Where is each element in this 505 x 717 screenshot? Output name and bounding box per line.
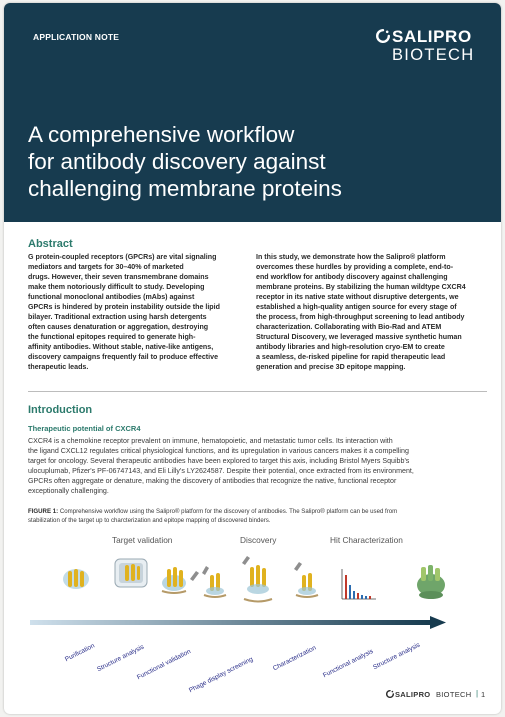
abstract-line: In this study, we demonstrate how the Salipro® platform [256,253,446,261]
footer-logo-icon [386,690,394,698]
abstract-line: a seamless, de-risked pipeline for rapid therapeutic lead [256,353,446,361]
abstract-line: therapeutic leads. [28,363,89,371]
step-label-structure-analysis-final: Structure analysis [372,641,422,672]
step-label-structure-analysis: Structure analysis [96,643,146,674]
abstract-line: Structural Discovery, we leveraged massive synthetic human [256,333,462,341]
discovery-illustration [242,556,272,602]
stage-label-hit-characterization: Hit Characterization [330,535,403,545]
abstract-line: affinity antibodies. Without stable, native-like antigens, [28,343,214,351]
step-label-phage-display-screening: Phage display screening [188,655,255,695]
footer [386,689,486,703]
figure-caption [28,508,490,525]
stage-label-discovery: Discovery [240,535,277,545]
abstract-line: discovery campaigns frequently fail to produce effective [28,353,219,361]
figure-caption-text: stabilization of the target up to charcterization and epitope mapping of discovered binders. [28,516,271,524]
workflow-figure [4,533,501,633]
paragraph-line: target for oncology. Several therapeutic antibodies have been explored to target this axis, including Bristol Myers Squibb's [28,457,410,465]
step-label-functional-validation: Functional validation [136,648,192,682]
title-line: for antibody discovery against [28,149,326,174]
header-banner [4,3,501,222]
stage-label-target-validation: Target validation [112,535,173,545]
abstract-right-column [256,252,478,372]
page-title [28,121,488,202]
purification-illustration [63,569,89,589]
phage-display-illustration [190,566,226,597]
logo-text-biotech: BIOTECH [392,46,475,64]
document-page [4,3,501,714]
footer-brand-salipro: SALIPRO [395,690,431,699]
logo-text-salipro: SALIPRO [392,27,472,46]
footer-brand-biotech: BIOTECH [436,690,472,699]
cryo-em-structure-illustration [417,565,445,599]
step-label-purification: Purification [64,642,96,664]
introduction-paragraph [28,436,490,496]
paragraph-line: ulocuplumab, Pfizer's PF-06747143, and Eli Lilly's LY2624587. Despite their potential, once extracted from its environment, [28,467,414,475]
step-label-functional-analysis: Functional analysis [322,647,375,680]
page-number: 1 [481,690,486,699]
abstract-line: membrane proteins. By stabilizing the human wildtype CXCR4 [256,283,466,291]
document-type-label: APPLICATION NOTE [33,32,120,42]
footer-separator: | [476,689,479,698]
abstract-line: generation and precise 3D epitope mapping. [256,363,406,371]
characterization-illustration [294,562,318,597]
abstract-line: drugs. However, their seven transmembrane domains [28,273,209,281]
abstract-line: G protein-coupled receptors (GPCRs) are vital signaling [28,253,217,261]
abstract-line: mediators and targets for 30–40% of marketed [28,263,184,271]
abstract-line: GPCRs is hindered by protein instability outside the lipid [28,303,220,311]
abstract-line: receptor in its native state without disruptive detergents, we [256,293,459,301]
salipro-logo [376,27,486,69]
abstract-line: often causes denaturation or aggregation, destroying [28,323,209,331]
abstract-line: the process, from high-throughput screening to lead antibody [256,313,465,321]
structure-analysis-illustration [115,559,147,587]
abstract-line: make them notoriously difficult to study. Developing [28,283,205,291]
title-line: challenging membrane proteins [28,176,342,201]
salipro-logo-icon [376,29,390,43]
abstract-line: characterization. Collaborating with Bio-Rad and ATEM [256,323,442,331]
paragraph-line: GPCRs often aggregate or denature, making the discovery of antibodies that recognize the native, functional receptor [28,477,397,485]
title-line: A comprehensive workflow [28,122,295,147]
abstract-line: antibody libraries and high-resolution cryo-EM to create [256,343,445,351]
abstract-left-column [28,252,250,372]
figure-caption-text: Comprehensive workflow using the Salipro® platform for the discovery of antibodies. The Salipro® platform can be used from [58,508,398,515]
workflow-arrow-shaft [30,620,430,625]
abstract-heading: Abstract [28,238,73,250]
abstract-line: established a high-quality antigen source for every stage of [256,303,457,311]
abstract-line: the functional epitopes required to generate high- [28,333,196,341]
abstract-line: end workflow for antibody discovery against challenging [256,273,448,281]
step-label-characterization: Characterization [272,644,318,673]
paragraph-line: CXCR4 is a chemokine receptor prevalent on immune, hematopoietic, and metastatic tumor cells. Its interaction with [28,437,393,445]
introduction-subheading: Therapeutic potential of CXCR4 [28,424,141,433]
section-divider [28,391,487,392]
introduction-heading: Introduction [28,404,93,416]
paragraph-line: exceptionally challenging. [28,487,109,495]
functional-validation-illustration [162,567,186,593]
abstract-line: functional monoclonal antibodies (mAbs) against [28,293,195,301]
abstract-line: overcomes these hurdles by providing a complete, end-to- [256,263,454,271]
paragraph-line: the ligand CXCL12 regulates critical physiological functions, and its upregulation in various cancers makes it a compelling [28,447,409,455]
figure-caption-label: FIGURE 1: [28,508,59,515]
abstract-line: bilayer. Traditional extraction using harsh detergents [28,313,207,321]
functional-analysis-chart-icon [342,569,376,599]
workflow-arrow-head [430,616,446,629]
